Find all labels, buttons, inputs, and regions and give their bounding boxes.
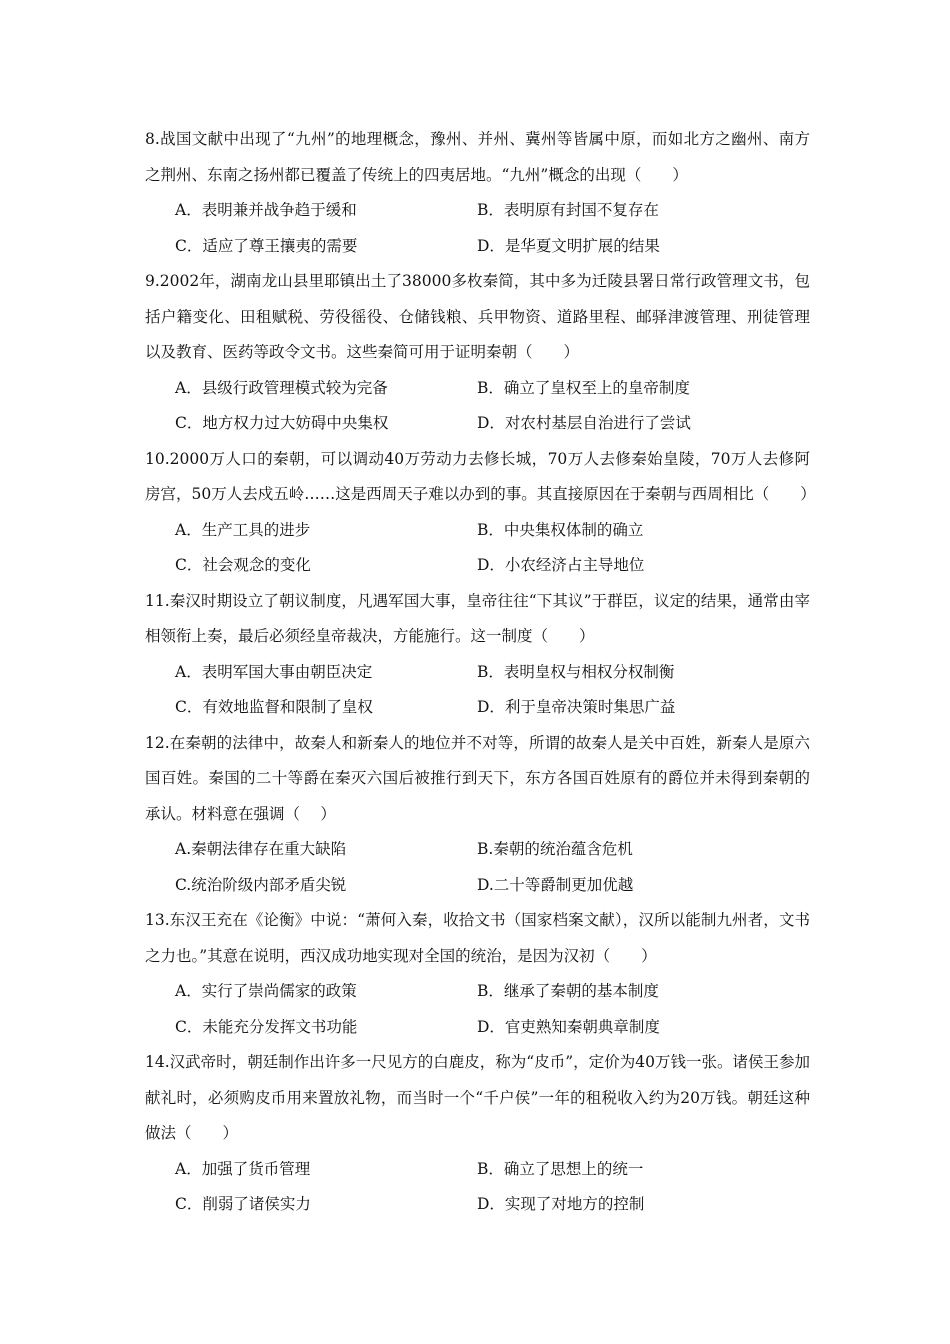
- option-d: D.二十等爵制更加优越: [477, 875, 634, 894]
- option-d: D．实现了对地方的控制: [477, 1195, 645, 1213]
- option-d: D．是华夏文明扩展的结果: [477, 236, 660, 255]
- question-stem: 12.在秦朝的法律中，故秦人和新秦人的地位并不对等，所谓的故秦人是关中百姓，新秦人是原六国百姓。秦国的二十等爵在秦灭六国后被推行到天下，东方各国百姓原有的爵位并未得到秦朝的承认。材料意在强调（ ）: [145, 733, 810, 823]
- option-b: B．表明皇权与相权分权制衡: [477, 662, 675, 681]
- option-d: D．官吏熟知秦朝典章制度: [477, 1017, 660, 1036]
- question-12: [145, 726, 810, 904]
- option-c: C．削弱了诸侯实力: [175, 1195, 311, 1213]
- option-grid: [145, 371, 810, 442]
- option-grid: [145, 655, 810, 726]
- question-9: [145, 264, 810, 442]
- option-b: B.秦朝的统治蕴含危机: [477, 840, 633, 858]
- option-b: B．确立了皇权至上的皇帝制度: [477, 378, 690, 397]
- option-c: C．地方权力过大妨碍中央集权: [175, 414, 389, 432]
- option-c: C．有效地监督和限制了皇权: [175, 698, 373, 716]
- option-d: D．小农经济占主导地位: [477, 556, 645, 574]
- option-c: C．适应了尊王攘夷的需要: [175, 236, 358, 255]
- question-stem: 11.秦汉时期设立了朝议制度，凡遇军国大事，皇帝往往“下其议”于群臣，议定的结果，通常由宰相领衔上奏，最后必须经皇帝裁决，方能施行。这一制度（ ）: [145, 591, 810, 645]
- question-14: [145, 1045, 810, 1223]
- option-a: A．加强了货币管理: [175, 1159, 311, 1178]
- option-a: A．表明兼并战争趋于缓和: [175, 201, 357, 219]
- question-stem: 8.战国文献中出现了“九州”的地理概念，豫州、并州、冀州等皆属中原，而如北方之幽州、南方之荆州、东南之扬州都已覆盖了传统上的四夷居地。“九州”概念的出现（ ）: [145, 130, 810, 184]
- option-b: B．继承了秦朝的基本制度: [477, 982, 659, 1000]
- question-stem: 9.2002年，湖南龙山县里耶镇出土了38000多枚秦简，其中多为迁陵县署日常行政管理文书，包括户籍变化、田租赋税、劳役徭役、仓储钱粮、兵甲物资、道路里程、邮驿津渡管理、刑徒管理以及教育、医药等政令文书。这些秦简可用于证明秦朝（ ）: [145, 272, 810, 361]
- option-c: C.统治阶级内部矛盾尖锐: [175, 875, 347, 894]
- option-b: B．表明原有封国不复存在: [477, 201, 659, 219]
- question-8: [145, 122, 810, 264]
- option-d: D．利于皇帝决策时集思广益: [477, 698, 676, 716]
- option-grid: [145, 1152, 810, 1223]
- option-c: C．社会观念的变化: [175, 556, 311, 574]
- option-a: A．县级行政管理模式较为完备: [175, 378, 388, 397]
- question-11: [145, 584, 810, 726]
- option-a: A.秦朝法律存在重大缺陷: [175, 840, 347, 858]
- option-grid: [145, 974, 810, 1045]
- option-c: C．未能充分发挥文书功能: [175, 1017, 358, 1036]
- option-a: A．生产工具的进步: [175, 520, 311, 539]
- option-a: A．表明军国大事由朝臣决定: [175, 662, 373, 681]
- question-stem: 14.汉武帝时，朝廷制作出许多一尺见方的白鹿皮，称为“皮币”，定价为40万钱一张。诸侯王参加献礼时，必须购皮币用来置放礼物，而当时一个“千户侯”一年的租税收入约为20万钱。朝廷这种做法（ ）: [145, 1053, 810, 1142]
- exam-page: [145, 122, 816, 1223]
- question-stem: 10.2000万人口的秦朝，可以调动40万劳动力去修长城，70万人去修秦始皇陵，70万人去修阿房宫，50万人去戍五岭……这是西周天子难以办到的事。其直接原因在于秦朝与西周相比（ ）: [145, 449, 816, 503]
- option-a: A．实行了崇尚儒家的政策: [175, 982, 357, 1000]
- option-grid: [145, 832, 810, 903]
- option-grid: [145, 193, 810, 264]
- option-d: D．对农村基层自治进行了尝试: [477, 414, 691, 432]
- option-grid: [145, 513, 810, 584]
- option-b: B．确立了思想上的统一: [477, 1159, 644, 1178]
- question-13: [145, 903, 810, 1045]
- question-10: [145, 442, 816, 584]
- option-b: B．中央集权体制的确立: [477, 520, 644, 539]
- question-stem: 13.东汉王充在《论衡》中说：“萧何入秦，收拾文书（国家档案文献），汉所以能制九州者，文书之力也。”其意在说明，西汉成功地实现对全国的统治，是因为汉初（ ）: [145, 911, 810, 965]
